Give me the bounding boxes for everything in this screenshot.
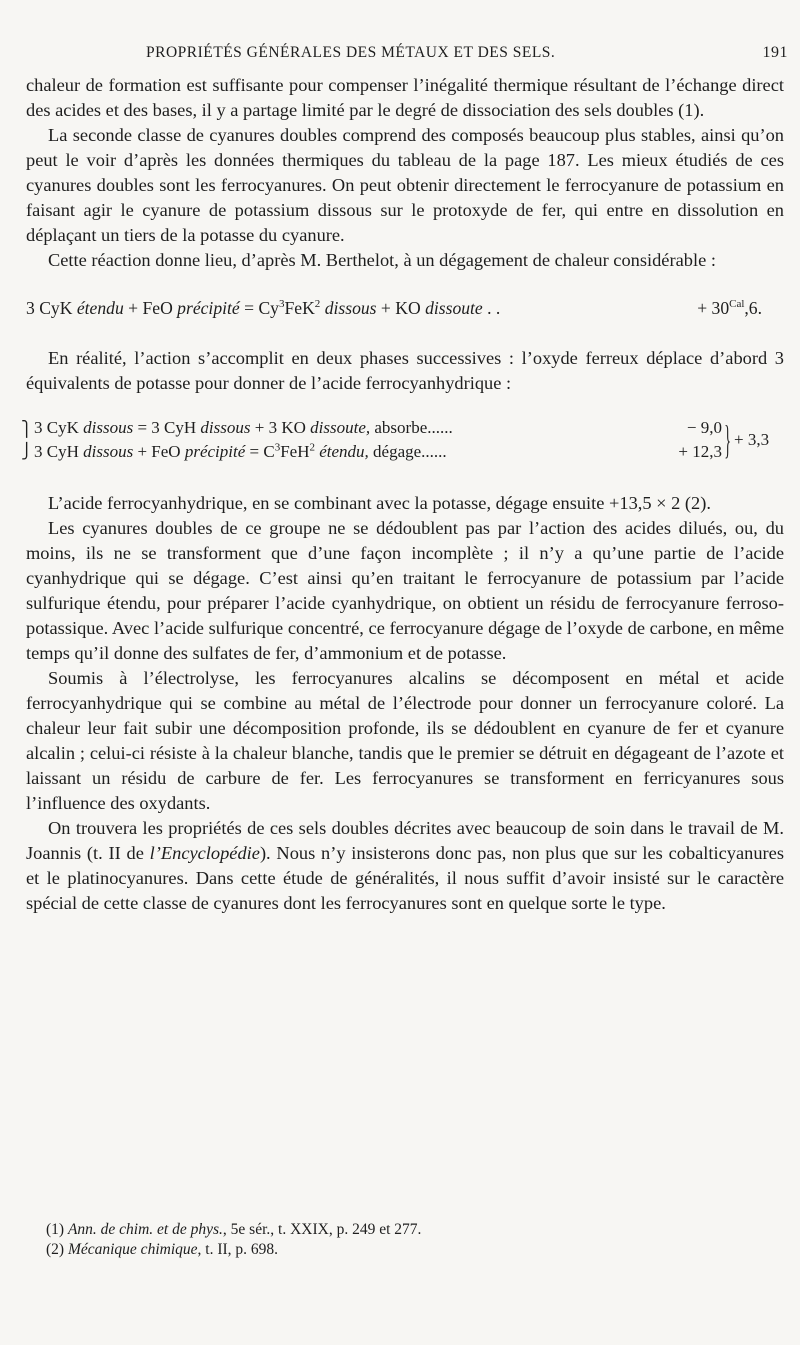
footnote-2: (2) Mécanique chimique, t. II, p. 698.: [46, 1241, 279, 1258]
equation-two-phases: [21, 416, 784, 466]
equation-overall-reaction: [26, 296, 784, 321]
running-title: PROPRIÉTÉS GÉNÉRALES DES MÉTAUX ET DES SELS.: [146, 44, 556, 61]
footnote-1: (1) Ann. de chim. et de phys., 5e sér., t. XXIX, p. 249 et 277.: [46, 1221, 422, 1238]
equation-total: + 3,3: [734, 430, 770, 449]
paragraph-8: On trouvera les propriétés de ces sels doubles décrites avec beaucoup de soin dans le travail de M. Joannis (t. II de l’Encyclopédie). Nous n’y insisterons donc pas, non plus que sur les cobalticyanures et le platinocyanures. Dans cette étude de généralités, il nous suffit d’avoir insisté sur le caractère spécial de cette classe de cyanures dont les ferrocyanures sont en quelque sorte le type.: [26, 818, 784, 913]
paragraph-1: chaleur de formation est suffisante pour compenser l’inégalité thermique résultant de l’échange direct des acides et des bases, il y a partage limité par le degré de dissociation des sels doubles (1).: [26, 75, 784, 120]
paragraph-2: La seconde classe de cyanures doubles comprend des composés beaucoup plus stables, ainsi qu’on peut le voir d’après les données thermiques du tableau de la page 187. Les mieux étudiés de ces cyanures doubles sont les ferrocyanures. On peut obtenir directement le ferrocyanure de potassium en faisant agir le cyanure de potassium dissous sur le protoxyde de fer, qui entre en dissolution en déplaçant un tiers de la potasse du cyanure.: [26, 125, 784, 245]
footnotes: [46, 1220, 421, 1260]
paragraph-7: Soumis à l’électrolyse, les ferrocyanures alcalins se décomposent en métal et acide ferrocyanhydrique qui se combine au métal de l’électrode pour donner un ferrocyanure coloré. La chaleur leur fait subir une décomposition profonde, ils se dédoublent en cyanure de fer et cyanure alcalin ; celui-ci résiste à la chaleur blanche, tandis que le premier se détruit en dégageant de l’azote et laissant un résidu de carbure de fer. Les ferrocyanures se transforment en ferricyanures sous l’influence des oxydants.: [26, 668, 784, 813]
page-number: 191: [762, 44, 788, 61]
equation-1-heat-value: + $30^{Cal},6$.: [697, 298, 762, 318]
equation-line-2: 3 CyH dissous + FeO précipité = $C^3FeH^2$ étendu, dégage...... + 12,3: [34, 440, 447, 464]
running-header: [26, 44, 796, 70]
left-brace-bottom: ⎭: [21, 444, 33, 460]
equation-line-1-value: − 9,0: [686, 418, 722, 437]
equation-line-2-value: + 12,3: [678, 442, 722, 461]
paragraph-4: En réalité, l’action s’accomplit en deux phases successives : l’oxyde ferreux déplace d’abord 3 équivalents de potasse pour donner de l’acide ferrocyanhydrique :: [26, 348, 784, 393]
paragraph-5: L’acide ferrocyanhydrique, en se combinant avec la potasse, dégage ensuite +13,5 × 2 (2).: [48, 493, 711, 513]
equation-line-1: 3 CyK dissous = 3 CyH dissous + 3 KO dissoute, absorbe...... − 9,0: [34, 416, 453, 440]
right-brace: }: [724, 417, 731, 462]
paragraph-6: Les cyanures doubles de ce groupe ne se dédoublent pas par l’action des acides dilués, ou, du moins, ils ne se transforment que d’une façon incomplète ; il n’y a qu’une partie de l’acide cyanhydrique qui se dégage. C’est ainsi qu’en traitant le ferrocyanure de potassium par l’acide sulfurique étendu, pour préparer l’acide cyanhydrique, on obtient un résidu de ferrocyanure ferroso-potassique. Avec l’acide sulfurique concentré, ce ferrocyanure dégage de l’oxyde de carbone, en même temps qu’il donne des sulfates de fer, d’ammonium et de potasse.: [26, 518, 784, 663]
body-text: [21, 73, 784, 916]
left-brace-top: ⎫: [21, 422, 33, 438]
equation-1-terms: 3 CyK étendu + FeO précipité = $Cy^3FeK^2$ dissous + KO dissoute . .: [26, 298, 501, 318]
paragraph-3: Cette réaction donne lieu, d’après M. Berthelot, à un dégagement de chaleur considérable :: [48, 250, 716, 270]
